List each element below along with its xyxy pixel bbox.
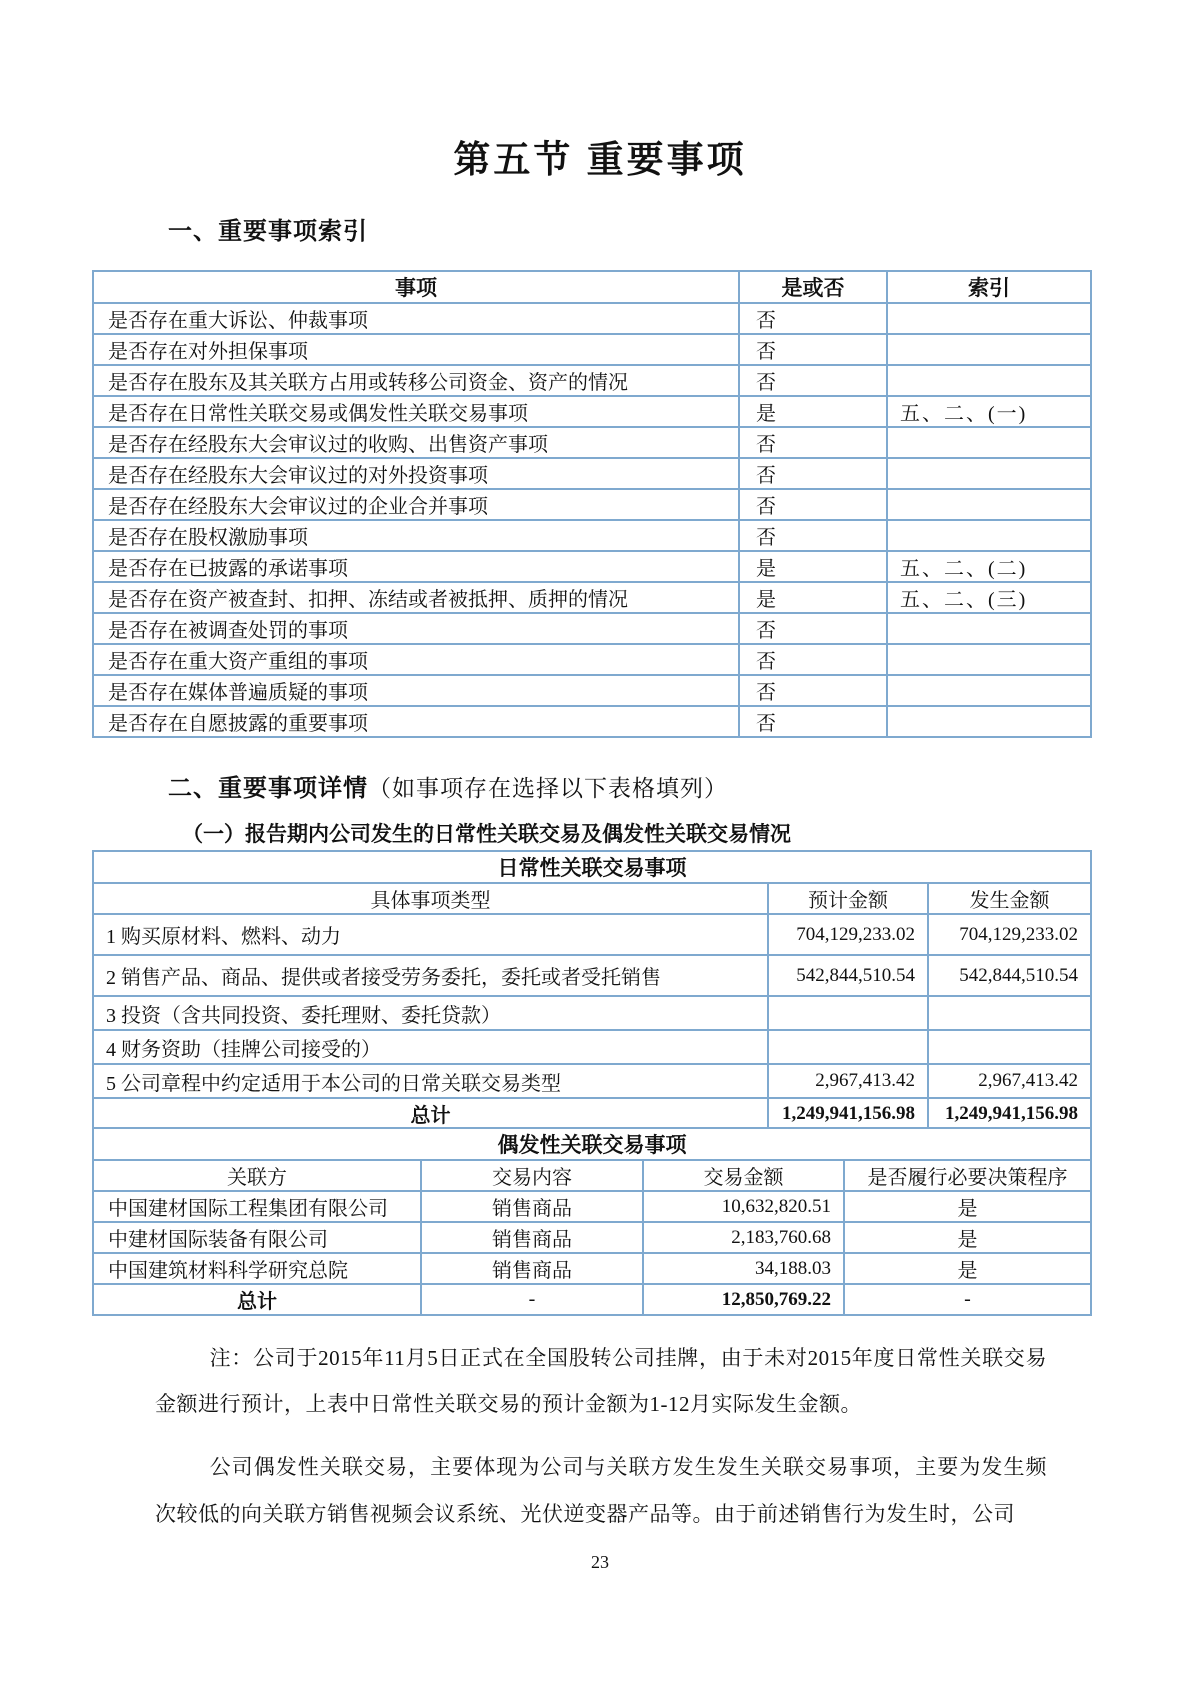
cell-ref [887,644,1091,675]
cell-decision-procedure: 是 [844,1222,1091,1253]
incidental-table-header-row [93,1160,1091,1191]
cell-item: 是否存在重大诉讼、仲裁事项 [93,303,739,334]
cell-ref: 五、二、(三) [887,582,1091,613]
cell-total-estimated: 1,249,941,156.98 [768,1098,928,1129]
cell-yesno: 是 [739,396,887,427]
daily-table-title: 日常性关联交易事项 [93,851,1091,883]
index-header-ref: 索引 [887,271,1091,303]
cell-ref [887,675,1091,706]
cell-ref [887,613,1091,644]
cell-related-party: 中国建材国际工程集团有限公司 [93,1191,421,1222]
incidental-table-title: 偶发性关联交易事项 [93,1128,1091,1160]
table-row [93,1222,1091,1253]
table-row [93,1191,1091,1222]
cell-yesno: 是 [739,551,887,582]
table-row [93,955,1091,996]
cell-ref [887,489,1091,520]
cell-item: 是否存在经股东大会审议过的收购、出售资产事项 [93,427,739,458]
cell-decision-procedure: 是 [844,1191,1091,1222]
cell-item: 是否存在日常性关联交易或偶发性关联交易事项 [93,396,739,427]
table-row [93,1030,1091,1064]
index-table-header-row [93,271,1091,303]
cell-yesno: 是 [739,582,887,613]
cell-yesno: 否 [739,520,887,551]
cell-transaction-type: 3 投资（含共同投资、委托理财、委托贷款） [93,996,768,1030]
cell-transaction-amount: 34,188.03 [643,1253,844,1284]
section-heading-index: 一、重要事项索引 [168,218,368,245]
table-row [93,613,1091,644]
table-row [93,489,1091,520]
table-row [93,427,1091,458]
cell-item: 是否存在股东及其关联方占用或转移公司资金、资产的情况 [93,365,739,396]
cell-decision-procedure: 是 [844,1253,1091,1284]
cell-item: 是否存在自愿披露的重要事项 [93,706,739,737]
daily-header-actual: 发生金额 [928,883,1091,914]
cell-transaction-content: 销售商品 [421,1253,643,1284]
cell-transaction-amount: 2,183,760.68 [643,1222,844,1253]
cell-transaction-type: 4 财务资助（挂牌公司接受的） [93,1030,768,1064]
table-row [93,1253,1091,1284]
daily-total-row [93,1098,1091,1129]
cell-ref [887,520,1091,551]
table-row [93,365,1091,396]
cell-total-decision: - [844,1284,1091,1315]
table-row [93,644,1091,675]
cell-ref [887,365,1091,396]
cell-ref [887,303,1091,334]
cell-ref [887,706,1091,737]
table-row [93,1064,1091,1098]
cell-item: 是否存在经股东大会审议过的对外投资事项 [93,458,739,489]
cell-total-label: 总计 [93,1098,768,1129]
table-row [93,520,1091,551]
cell-yesno: 否 [739,644,887,675]
table-row [93,303,1091,334]
section-title-row [93,851,1091,883]
table-row [93,675,1091,706]
daily-header-type: 具体事项类型 [93,883,768,914]
subsection-heading: （一）报告期内公司发生的日常性关联交易及偶发性关联交易情况 [182,823,791,846]
index-table [92,270,1092,738]
cell-transaction-content: 销售商品 [421,1191,643,1222]
cell-total-actual: 1,249,941,156.98 [928,1098,1091,1129]
incidental-header-amount: 交易金额 [643,1160,844,1191]
cell-ref [887,334,1091,365]
cell-related-party: 中国建筑材料科学研究总院 [93,1253,421,1284]
cell-item: 是否存在经股东大会审议过的企业合并事项 [93,489,739,520]
cell-estimated-amount: 2,967,413.42 [768,1064,928,1098]
cell-actual-amount [928,996,1091,1030]
cell-yesno: 否 [739,365,887,396]
cell-item: 是否存在重大资产重组的事项 [93,644,739,675]
incidental-transactions-table [92,1127,1092,1316]
cell-estimated-amount [768,996,928,1030]
cell-item: 是否存在资产被查封、扣押、冻结或者被抵押、质押的情况 [93,582,739,613]
incidental-header-content: 交易内容 [421,1160,643,1191]
cell-transaction-type: 2 销售产品、商品、提供或者接受劳务委托，委托或者受托销售 [93,955,768,996]
index-header-item: 事项 [93,271,739,303]
index-header-yesno: 是或否 [739,271,887,303]
cell-ref [887,427,1091,458]
daily-header-estimated: 预计金额 [768,883,928,914]
section-heading-details [168,774,728,803]
cell-yesno: 否 [739,334,887,365]
cell-ref [887,458,1091,489]
cell-transaction-type: 1 购买原材料、燃料、动力 [93,914,768,955]
incidental-header-party: 关联方 [93,1160,421,1191]
cell-estimated-amount: 704,129,233.02 [768,914,928,955]
table-row [93,914,1091,955]
cell-yesno: 否 [739,458,887,489]
daily-transactions-table [92,850,1092,1130]
cell-ref: 五、二、(二) [887,551,1091,582]
cell-estimated-amount: 542,844,510.54 [768,955,928,996]
cell-item: 是否存在对外担保事项 [93,334,739,365]
section-title-row [93,1128,1091,1160]
cell-item: 是否存在被调查处罚的事项 [93,613,739,644]
note-paragraph: 注：公司于2015年11月5日正式在全国股转公司挂牌，由于未对2015年度日常性关联交易金额进行预计，上表中日常性关联交易的预计金额为1-12月实际发生金额。 [155,1346,1047,1416]
section-heading-details-paren: （如事项存在选择以下表格填列） [368,775,728,801]
incidental-total-row [93,1284,1091,1315]
cell-yesno: 否 [739,427,887,458]
cell-related-party: 中建材国际装备有限公司 [93,1222,421,1253]
cell-estimated-amount [768,1030,928,1064]
body-paragraph: 公司偶发性关联交易，主要体现为公司与关联方发生发生关联交易事项，主要为发生频次较低的向关联方销售视频会议系统、光伏逆变器产品等。由于前述销售行为发生时，公司 [155,1455,1047,1526]
cell-total-amount: 12,850,769.22 [643,1284,844,1315]
cell-yesno: 否 [739,675,887,706]
incidental-header-decision: 是否履行必要决策程序 [844,1160,1091,1191]
cell-yesno: 否 [739,303,887,334]
cell-total-content: - [421,1284,643,1315]
cell-yesno: 否 [739,613,887,644]
table-row [93,582,1091,613]
cell-item: 是否存在已披露的承诺事项 [93,551,739,582]
cell-transaction-amount: 10,632,820.51 [643,1191,844,1222]
table-row [93,551,1091,582]
daily-table-header-row [93,883,1091,914]
table-row [93,458,1091,489]
table-row [93,996,1091,1030]
cell-transaction-type: 5 公司章程中约定适用于本公司的日常关联交易类型 [93,1064,768,1098]
cell-yesno: 否 [739,489,887,520]
cell-item: 是否存在媒体普遍质疑的事项 [93,675,739,706]
section-heading-details-main: 二、重要事项详情 [168,775,368,802]
cell-actual-amount: 2,967,413.42 [928,1064,1091,1098]
page-number: 23 [591,1552,609,1572]
page-title: 第五节 重要事项 [453,139,747,180]
cell-actual-amount [928,1030,1091,1064]
cell-actual-amount: 704,129,233.02 [928,914,1091,955]
table-row [93,706,1091,737]
cell-item: 是否存在股权激励事项 [93,520,739,551]
cell-actual-amount: 542,844,510.54 [928,955,1091,996]
cell-yesno: 否 [739,706,887,737]
cell-ref: 五、二、(一) [887,396,1091,427]
cell-total-label: 总计 [93,1284,421,1315]
table-row [93,334,1091,365]
table-row [93,396,1091,427]
cell-transaction-content: 销售商品 [421,1222,643,1253]
